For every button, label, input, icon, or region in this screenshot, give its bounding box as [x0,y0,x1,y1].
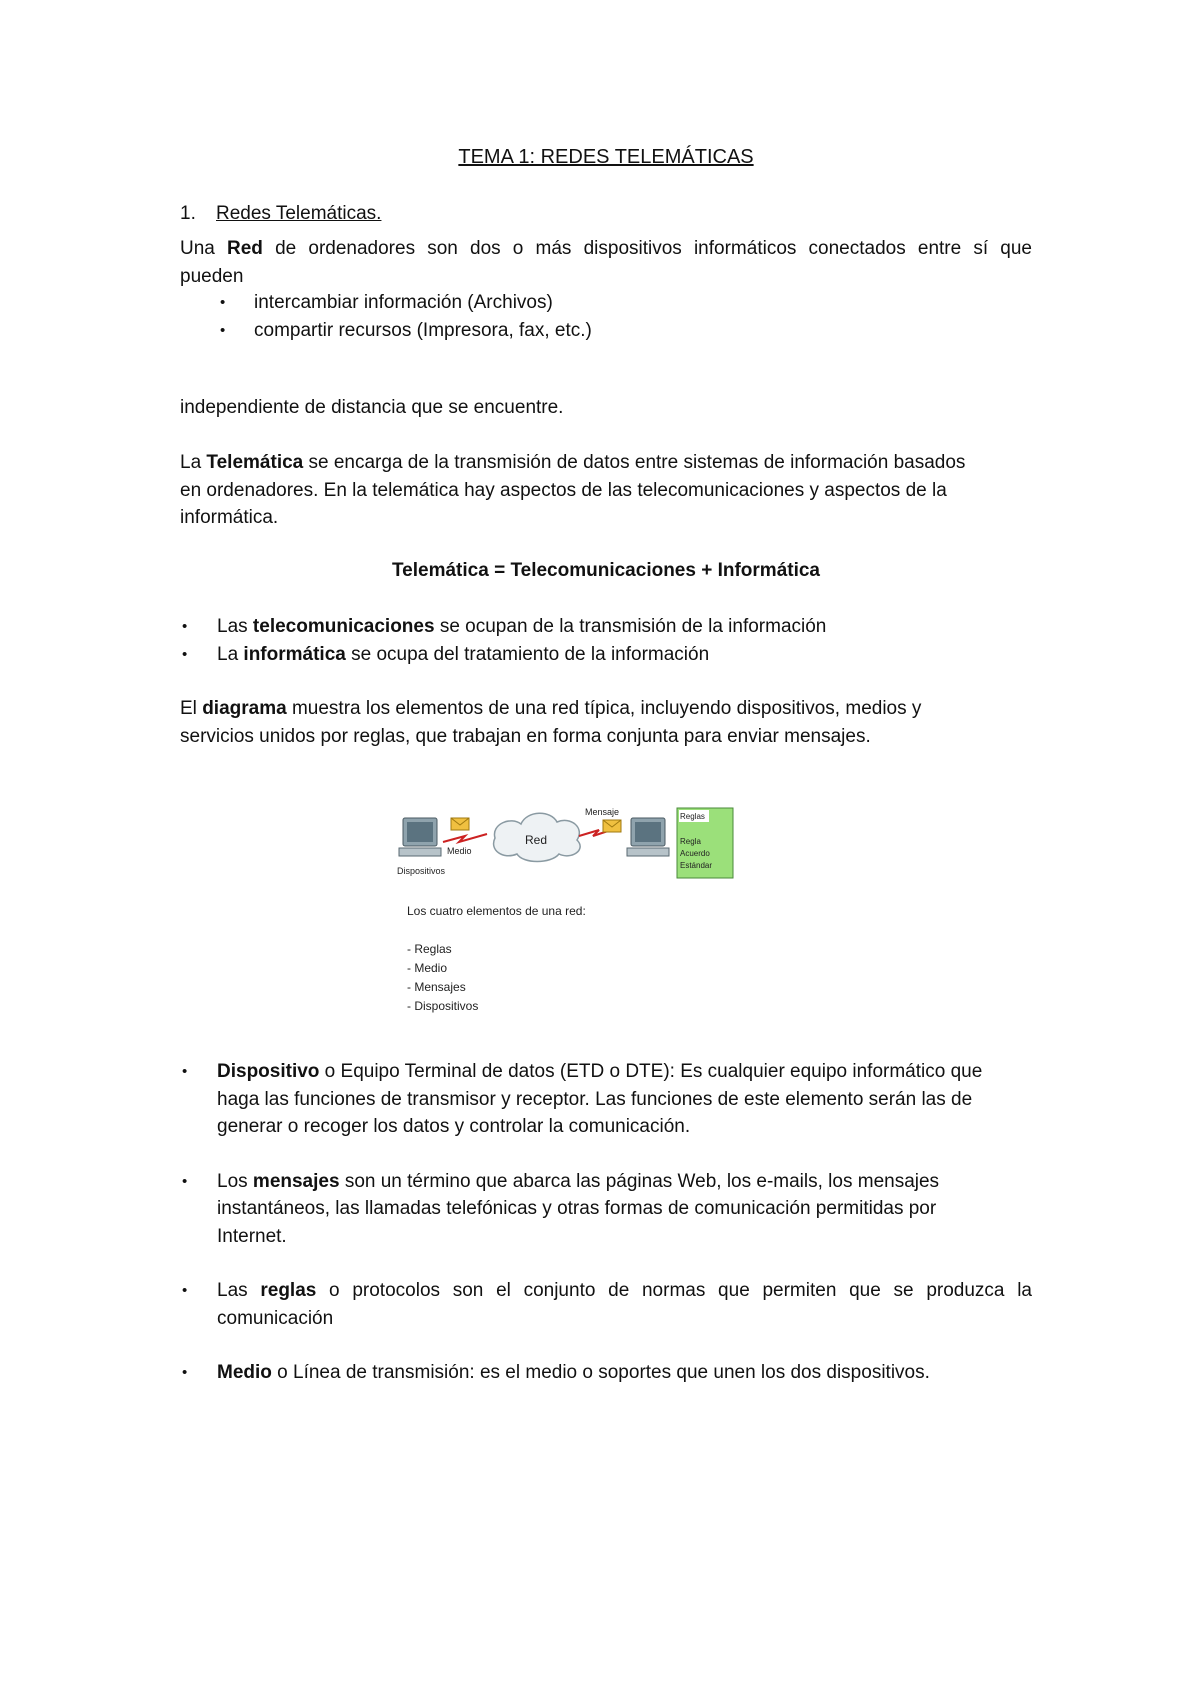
list-item [180,1277,1032,1332]
text-run: Los [217,1170,253,1192]
bold-term: informática [243,643,346,665]
list-item-line: comunicación [217,1307,334,1329]
paragraph-red [180,235,1032,290]
page-title: TEMA 1: REDES TELEMÁTICAS [458,146,754,168]
paragraph-line [180,235,1032,263]
list-definitions [180,613,1032,668]
rules-item: Estándar [680,861,713,870]
bold-term: Telemática [206,452,304,473]
right-computer-icon [627,818,669,856]
list-item [180,1168,1032,1251]
paragraph-line [180,449,1032,477]
paragraph-line [180,695,1032,723]
bold-term: reglas [260,1280,317,1301]
list-item-line: haga las funciones de transmisor y receptor. Las funciones de este elemento serán las de [217,1088,973,1110]
text-run: El [180,698,203,719]
text-run: se encarga de la transmisión de datos entre sistemas de información basados [303,452,966,473]
list-item-line: instantáneos, las llamadas telefónicas y otras formas de comunicación permitidas por [217,1198,937,1219]
bullet-icon: • [220,321,226,339]
text-run: son un término que abarca las páginas Web, los e-mails, los mensajes [339,1170,940,1192]
list-item [180,317,1032,345]
text-run: o Línea de transmisión: es el medio o soportes que unen los dos dispositivos. [271,1362,930,1383]
list-item [180,289,1032,317]
text-run: La [180,452,207,473]
text-run: se ocupan de la transmisión de la información [434,616,827,637]
caption-title: Los cuatro elementos de una red: [407,904,586,918]
text-run: La [217,643,244,665]
list-item-text: compartir recursos (Impresora, fax, etc.) [254,319,592,341]
bullet-icon: • [182,1172,188,1190]
medium-label: Medio [447,846,472,856]
devices-label: Dispositivos [397,866,446,876]
bullet-icon: • [182,1282,188,1299]
paragraph-telematica [180,449,1032,532]
message-envelope-icon [451,818,469,830]
bold-term: mensajes [252,1170,340,1192]
rules-title: Reglas [680,812,705,821]
paragraph-line: pueden [180,265,244,287]
rules-item: Regla [680,837,701,846]
list-item [180,1058,1032,1141]
text-run: se ocupa del tratamiento de la información [345,643,710,665]
bold-term: Dispositivo [217,1061,320,1082]
paragraph-diagram [180,695,1032,750]
text-run: de ordenadores son dos o más dispositivos informáticos conectados entre sí que [262,238,1032,259]
text-run: o protocolos son el conjunto de normas que permiten que se produzca la [316,1280,1032,1301]
caption-item: - Dispositivos [407,999,479,1013]
bullet-icon: • [182,618,188,635]
caption-item: - Reglas [407,942,452,956]
list-item-line: generar o recoger los datos y controlar la comunicación. [217,1116,691,1137]
list-elements [180,1058,1032,1414]
formula-text: Telemática = Telecomunicaciones + Informática [391,560,821,581]
section-number: 1. [180,203,196,224]
message-label: Mensaje [585,807,620,817]
text-run: muestra los elementos de una red típica, incluyendo dispositivos, medios y [286,698,922,719]
rules-item: Acuerdo [680,849,710,858]
list-item [180,1359,1032,1387]
caption-item: - Medio [407,961,448,975]
left-computer-icon [399,818,441,856]
cloud-label: Red [525,833,548,847]
bullet-icon: • [182,645,188,663]
figure-caption [407,902,586,1016]
bullet-icon: • [220,294,226,311]
paragraph-line: informática. [180,507,279,528]
bold-term: Medio [217,1362,272,1383]
paragraph-line: servicios unidos por reglas, que trabajan en forma conjunta para enviar mensajes. [180,725,871,747]
list-item-text: intercambiar información (Archivos) [254,292,553,313]
caption-item: - Mensajes [407,980,466,994]
text-run: Una [180,238,228,259]
network-diagram [395,806,785,1026]
paragraph-line: en ordenadores. En la telemática hay aspectos de las telecomunicaciones y aspectos de la [180,479,947,501]
paragraph-distance: independiente de distancia que se encuentre. [180,397,564,418]
list-item [180,613,1032,641]
list-item-line: Internet. [217,1225,287,1247]
text-run: o Equipo Terminal de datos (ETD o DTE): Es cualquier equipo informático que [319,1061,983,1082]
text-run: Las [217,616,253,637]
list-item [180,641,1032,669]
bold-term: Red [227,238,263,259]
section-title: Redes Telemáticas. [216,203,382,224]
network-diagram-graphic [395,806,785,906]
section-heading [180,200,1032,228]
formula [180,557,1032,585]
text-run: Las [217,1280,261,1301]
list-capabilities [180,289,1032,344]
bold-term: telecomunicaciones [252,616,435,637]
bullet-icon: • [182,1063,188,1080]
bold-term: diagrama [202,698,287,719]
medium-link-left [443,834,487,842]
message-envelope-icon [603,820,621,832]
bullet-icon: • [182,1364,188,1381]
